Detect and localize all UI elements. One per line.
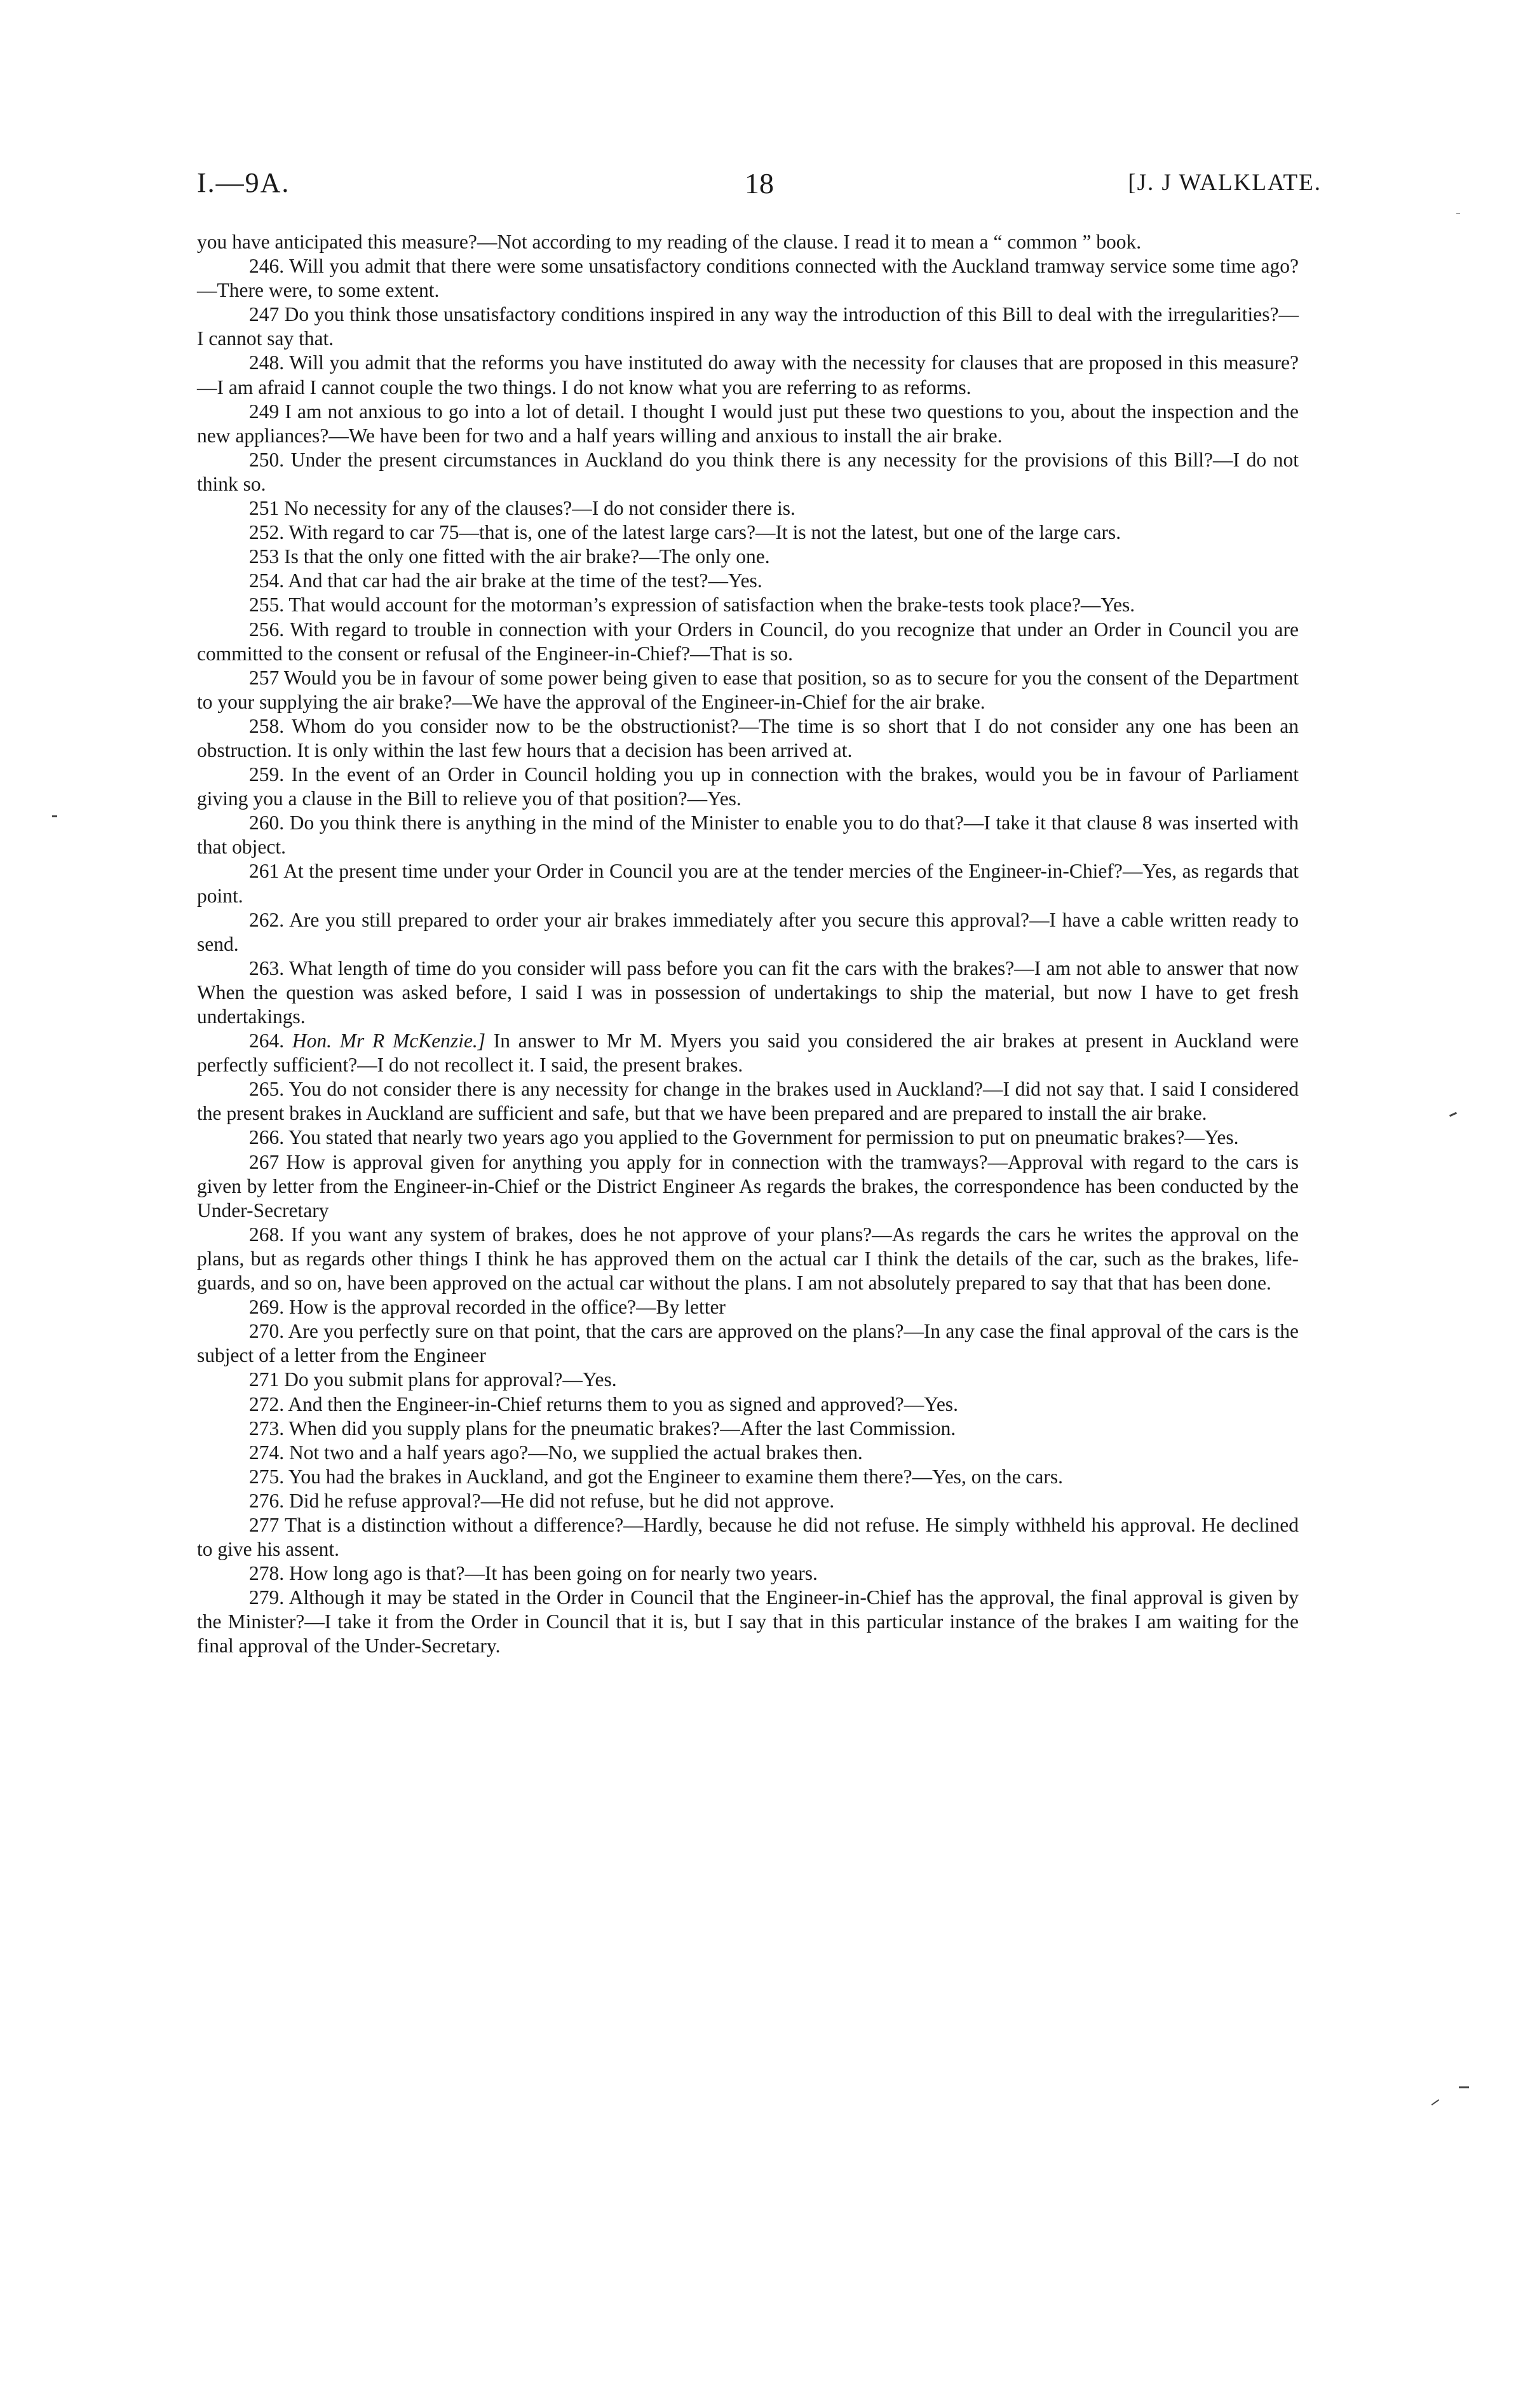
scan-speck xyxy=(52,815,57,817)
speaker-name: Hon. Mr R McKenzie.] xyxy=(292,1030,486,1052)
paragraph: 261 At the present time under your Order in Council you are at the tender mercies of the Engineer-in-Chief?—Yes, as regards that point. xyxy=(197,860,1299,907)
paragraph: 257 Would you be in favour of some power being given to ease that position, so as to secure for you the consent of the Department to your supplying the air brake?—We have the approval of the Engineer-in-Chief for the air brake. xyxy=(197,666,1299,713)
paragraph: 266. You stated that nearly two years ago you applied to the Government for permission to put on pneumatic brakes?—Yes. xyxy=(249,1126,1239,1149)
question-number: 264. xyxy=(249,1030,285,1052)
paragraph: 267 How is approval given for anything you apply for in connection with the tramways?—Approval with regard to the cars is given by letter from the Engineer-in-Chief or the District Engineer As regards the brakes, the correspondence has been conducted by the Under-Secretary xyxy=(197,1150,1299,1221)
document-reference: I.—9A. xyxy=(197,167,290,198)
paragraph: 268. If you want any system of brakes, does he not approve of your plans?—As regards the cars he writes the approval on the plans, but as regards other things I think he has approved them on the actual car I think the details of the car, such as the brakes, life-guards, and so on, have been approved on the actual car without the plans. I am not absolutely prepared to say that that has been done. xyxy=(197,1223,1299,1295)
paragraph: 264. Hon. Mr R McKenzie.] In answer to Mr M. Myers you said you considered the air brakes at present in Auckland were perfectly sufficient?—I do not recollect it. I said, the present brakes. xyxy=(197,1030,1299,1077)
witness-name: [J. J WALKLATE. xyxy=(1128,170,1322,196)
paragraph: 252. With regard to car 75—that is, one of the latest large cars?—It is not the latest, but one of the large cars. xyxy=(249,521,1121,544)
paragraph: 272. And then the Engineer-in-Chief returns them to you as signed and approved?—Yes. xyxy=(249,1392,958,1415)
testimony-body xyxy=(197,230,1299,1659)
scan-speck xyxy=(1456,213,1460,214)
scan-speck xyxy=(1449,1112,1457,1117)
paragraph: 276. Did he refuse approval?—He did not refuse, but he did not approve. xyxy=(249,1489,835,1512)
paragraph: 278. How long ago is that?—It has been going on for nearly two years. xyxy=(249,1562,818,1585)
paragraph: 258. Whom do you consider now to be the obstructionist?—The time is so short that I do not consider any one has been an obstruction. It is only within the last few hours that a decision has been arrived at. xyxy=(197,714,1299,761)
paragraph: 265. You do not consider there is any necessity for change in the brakes used in Auckland?—I did not say that. I said I considered the present brakes in Auckland are sufficient and safe, but that we have been prepared and are prepared to install the air brake. xyxy=(197,1078,1299,1125)
page-header xyxy=(197,167,1322,207)
paragraph: 271 Do you submit plans for approval?—Yes. xyxy=(249,1368,617,1391)
paragraph: 255. That would account for the motorman’s expression of satisfaction when the brake-tests took place?—Yes. xyxy=(249,594,1135,616)
paragraph: 263. What length of time do you consider will pass before you can fit the cars with the brakes?—I am not able to answer that now When the question was asked before, I said I was in possession of undertakings to ship the material, but now I have to get fresh undertakings. xyxy=(197,956,1299,1028)
paragraph: 262. Are you still prepared to order your air brakes immediately after you secure this approval?—I have a cable written ready to send. xyxy=(197,908,1299,955)
paragraph: 259. In the event of an Order in Council holding you up in connection with the brakes, would you be in favour of Parliament giving you a clause in the Bill to relieve you of that position?—Yes. xyxy=(197,763,1299,810)
paragraph: 246. Will you admit that there were some unsatisfactory conditions connected with the Auckland tramway service some time ago?—There were, to some extent. xyxy=(197,255,1299,302)
paragraph: 260. Do you think there is anything in the mind of the Minister to enable you to do that?—I take it that clause 8 was inserted with that object. xyxy=(197,812,1299,859)
paragraph: 247 Do you think those unsatisfactory conditions inspired in any way the introduction of this Bill to deal with the irregularities?—I cannot say that. xyxy=(197,303,1299,350)
paragraph: 254. And that car had the air brake at the time of the test?—Yes. xyxy=(249,569,762,592)
page-number: 18 xyxy=(745,167,774,200)
paragraph: 251 No necessity for any of the clauses?—I do not consider there is. xyxy=(249,497,795,520)
paragraph: 256. With regard to trouble in connection with your Orders in Council, do you recognize that under an Order in Council you are committed to the consent or refusal of the Engineer-in-Chief?—That is so. xyxy=(197,618,1299,665)
paragraph: 270. Are you perfectly sure on that point, that the cars are approved on the plans?—In any case the final approval of the cars is the subject of a letter from the Engineer xyxy=(197,1320,1299,1367)
paragraph: 274. Not two and a half years ago?—No, we supplied the actual brakes then. xyxy=(249,1441,863,1464)
paragraph: 273. When did you supply plans for the pneumatic brakes?—After the last Commission. xyxy=(249,1417,956,1439)
scan-speck xyxy=(1459,2086,1469,2088)
scan-speck xyxy=(1431,2099,1440,2105)
paragraph: 275. You had the brakes in Auckland, and got the Engineer to examine them there?—Yes, on the cars. xyxy=(249,1465,1064,1488)
paragraph: 248. Will you admit that the reforms you have instituted do away with the necessity for clauses that are proposed in this measure?—I am afraid I cannot couple the two things. I do not know what you are referring to as reforms. xyxy=(197,351,1299,398)
paragraph: 249 I am not anxious to go into a lot of detail. I thought I would just put these two questions to you, about the inspection and the new appliances?—We have been for two and a half years willing and anxious to install the air brake. xyxy=(197,400,1299,447)
paragraph: 269. How is the approval recorded in the office?—By letter xyxy=(249,1296,726,1319)
paragraph: 253 Is that the only one fitted with the air brake?—The only one. xyxy=(249,545,770,568)
paragraph: 277 That is a distinction without a difference?—Hardly, because he did not refuse. He simply withheld his approval. He declined to give his assent. xyxy=(197,1513,1299,1561)
paragraph: 279. Although it may be stated in the Order in Council that the Engineer-in-Chief has the approval, the final approval is given by the Minister?—I take it from the Order in Council that it is, but I say that in this particular instance of the brakes I am waiting for the final approval of the Under-Secretary. xyxy=(197,1586,1299,1657)
paragraph: you have anticipated this measure?—Not according to my reading of the clause. I read it to mean a “ common ” book. xyxy=(197,231,1142,253)
paragraph: 250. Under the present circumstances in Auckland do you think there is any necessity for the provisions of this Bill?—I do not think so. xyxy=(197,448,1299,495)
